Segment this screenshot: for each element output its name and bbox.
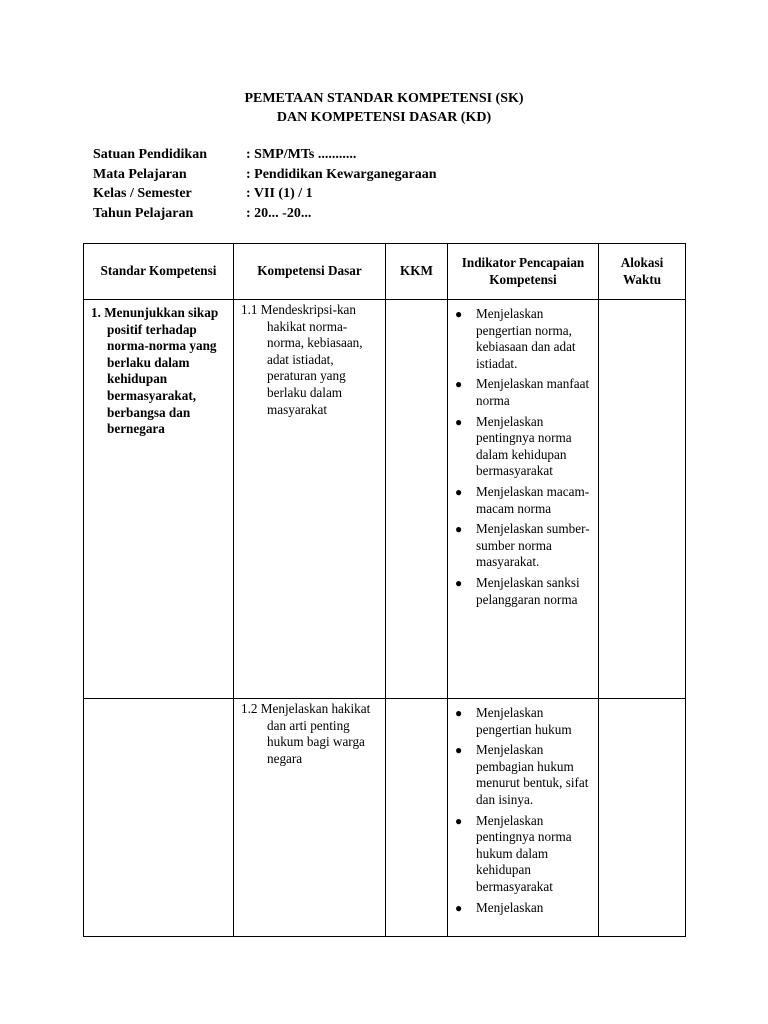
indikator-text: Menjelaskan pembagian hukum menurut bentuk, sifat dan isinya. [476,742,589,807]
indikator-item [449,306,597,372]
indikator-text: Menjelaskan pengertian norma, kebiasaan dan adat istiadat. [476,306,576,371]
header-indikator: Indikator Pencapaian Kompetensi [448,244,599,300]
bullet-icon: ● [455,484,463,499]
sk-cell [84,699,234,937]
indikator-cell [448,699,599,937]
kd-cell [234,699,386,937]
title-line-2: DAN KOMPETENSI DASAR (KD) [276,110,492,125]
competency-table [83,243,686,937]
header-standar-kompetensi: Standar Kompetensi [84,244,234,300]
indikator-item [449,376,597,409]
indikator-item [449,414,597,480]
meta-value: : VII (1) / 1 [246,186,313,201]
alokasi-cell [599,699,686,937]
indikator-item [449,575,597,608]
meta-row [93,206,437,226]
indikator-text: Menjelaskan [476,899,544,915]
title-line-1: PEMETAAN STANDAR KOMPETENSI (SK) [244,91,524,106]
indikator-item [449,705,597,738]
meta-label: Mata Pelajaran [93,166,187,182]
indikator-item [449,813,597,896]
indikator-item [449,900,597,917]
bullet-icon: ● [455,414,463,429]
bullet-icon: ● [455,706,463,720]
kkm-cell [386,699,448,937]
meta-row [93,147,437,167]
bullet-icon: ● [455,522,463,537]
kd-text: 1.1 Mendeskripsi-kan hakikat norma-norma, kebiasaan, adat istiadat, peraturan yang berlaku dalam masyarakat [241,302,363,417]
bullet-icon: ● [455,575,463,590]
kd-cell [234,300,386,699]
bullet-icon: ● [455,743,463,758]
meta-value: : SMP/MTs ........... [246,147,357,162]
meta-row [93,167,437,187]
meta-label: Satuan Pendidikan [93,147,207,162]
indikator-cell [448,300,599,699]
table-row [84,699,686,937]
indikator-text: Menjelaskan manfaat norma [476,376,590,408]
indikator-list [449,705,597,916]
indikator-list [449,306,597,608]
document-title [0,89,768,127]
indikator-item [449,484,597,517]
kd-text: 1.2 Menjelaskan hakikat dan arti penting hukum bagi warga negara [241,701,371,766]
meta-label: Kelas / Semester [93,186,192,201]
meta-label: Tahun Pelajaran [93,205,194,221]
indikator-text: Menjelaskan sanksi pelanggaran norma [476,574,580,607]
identity-block [93,147,437,225]
kkm-cell [386,300,448,699]
header-alokasi-waktu: Alokasi Waktu [599,244,686,300]
header-kkm: KKM [386,244,448,300]
bullet-icon: ● [455,900,463,915]
indikator-text: Menjelaskan pengertian hukum [476,705,572,737]
meta-value: : 20... -20... [246,205,312,221]
bullet-icon: ● [455,813,463,828]
indikator-text: Menjelaskan sumber-sumber norma masyarakat. [476,521,590,570]
table-header-row [84,244,686,300]
meta-value: : Pendidikan Kewarganegaraan [246,166,437,182]
indikator-text: Menjelaskan pentingnya norma hukum dalam kehidupan bermasyarakat [476,812,572,894]
header-kompetensi-dasar: Kompetensi Dasar [234,244,386,300]
sk-text: 1. Menunjukkan sikap positif terhadap norma-norma yang berlaku dalam kehidupan bermasyarakat, berbangsa dan bernegara [91,305,219,437]
indikator-item [449,742,597,808]
alokasi-cell [599,300,686,699]
indikator-text: Menjelaskan pentingnya norma dalam kehidupan bermasyarakat [476,413,572,479]
bullet-icon: ● [455,307,463,321]
indikator-item [449,521,597,571]
table-row [84,300,686,699]
sk-cell [84,300,234,699]
bullet-icon: ● [455,377,463,392]
meta-row [93,186,437,206]
indikator-text: Menjelaskan macam-macam norma [476,483,590,516]
